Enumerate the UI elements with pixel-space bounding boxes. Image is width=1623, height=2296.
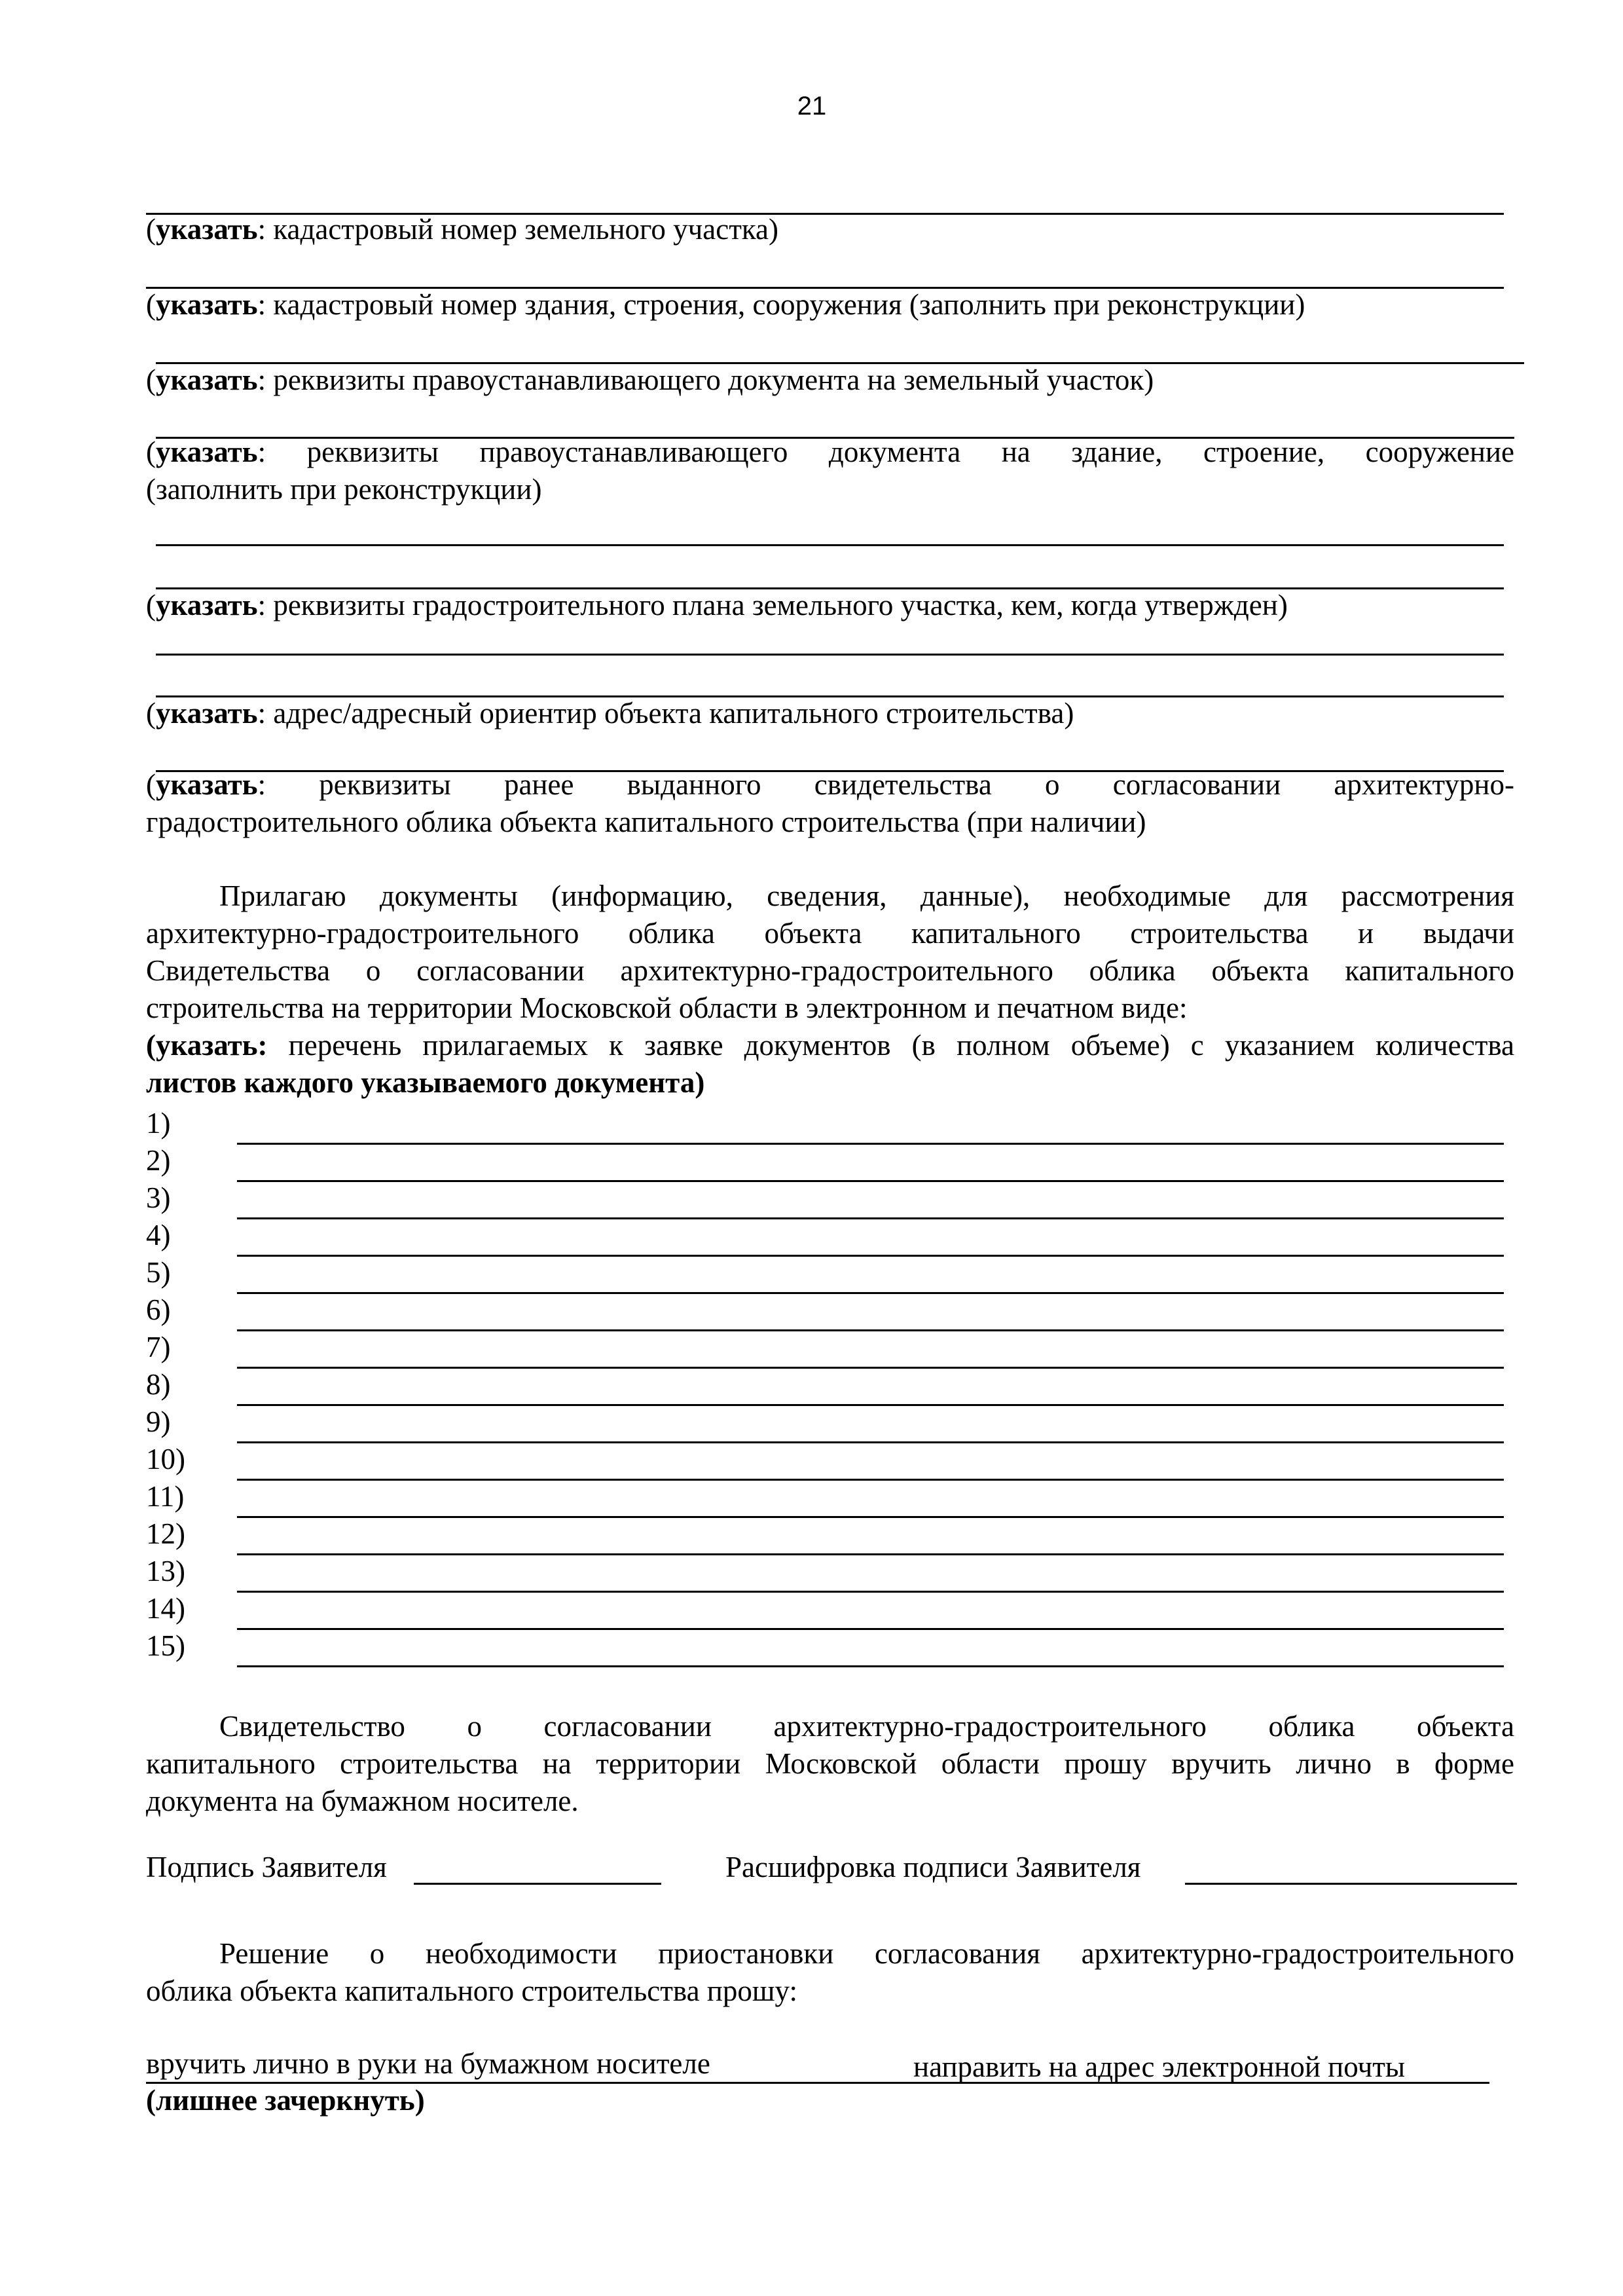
- signature-line[interactable]: [414, 1883, 661, 1885]
- field-caption: (указать: реквизиты ранее выданного свидетельства о согласовании архитектурно- градостроительного облика объекта капитального строительства (при наличии): [146, 768, 1514, 838]
- attachment-line[interactable]: [237, 1367, 1504, 1369]
- attachment-line[interactable]: [237, 1255, 1504, 1257]
- field-caption: (указать: реквизиты градостроительного плана земельного участка, кем, когда утвержден): [146, 589, 1288, 621]
- attachment-line[interactable]: [237, 1441, 1504, 1443]
- field-caption: (указать: кадастровый номер здания, строения, сооружения (заполнить при реконструкции): [146, 288, 1305, 321]
- list-number: 10): [146, 1443, 185, 1475]
- field-caption: (указать: реквизиты правоустанавливающего документа на здание, строение, сооружение (заполнить при реконструкции): [146, 435, 1514, 506]
- attachment-line[interactable]: [237, 1329, 1504, 1331]
- field-label: указать: [156, 288, 258, 321]
- list-number: 1): [146, 1107, 171, 1139]
- attachment-line[interactable]: [237, 1143, 1504, 1145]
- list-number: 6): [146, 1293, 171, 1326]
- list-number: 8): [146, 1368, 171, 1401]
- attachment-line[interactable]: [237, 1553, 1504, 1555]
- list-number: 7): [146, 1331, 171, 1363]
- list-number: 12): [146, 1517, 185, 1550]
- decision-paragraph: Решение о необходимости приостановки согласования архитектурно-градостроительного облика объекта капитального строительства прошу:: [146, 1937, 1514, 2007]
- field-label: указать: [156, 213, 258, 246]
- field-label: указать: [156, 363, 258, 396]
- delivery-paragraph: Свидетельство о согласовании архитектурно-градостроительного облика объекта капитального строительства на территории Московской области прошу вручить лично в форме документа на бумажном носителе.: [146, 1710, 1514, 1817]
- list-number: 15): [146, 1629, 185, 1662]
- list-number: 5): [146, 1256, 171, 1289]
- attachment-line[interactable]: [237, 1516, 1504, 1518]
- signature-decode-line[interactable]: [1185, 1883, 1517, 1885]
- option-paper[interactable]: вручить лично в руки на бумажном носителе: [146, 2047, 710, 2080]
- field-label: указать: [156, 697, 258, 730]
- attachment-line[interactable]: [237, 1628, 1504, 1630]
- signature-decode-label: Расшифровка подписи Заявителя: [725, 1851, 1141, 1883]
- attachment-line[interactable]: [237, 1217, 1504, 1219]
- attachments-paragraph: Прилагаю документы (информацию, сведения, данные), необходимые для рассмотрения архитектурно-градостроительного облика объекта капитального строительства и выдачи Свидетельства о согласовании архитектурно-градостроительного облика объекта капитального строительства на территории Московской области в электронном и печатном виде: (указать: перечень прилагаемых к заявке документов (в полном объеме) с указанием количества листов каждого указываемого документа): [146, 880, 1514, 1099]
- attachment-line[interactable]: [237, 1180, 1504, 1182]
- attachment-line[interactable]: [237, 1479, 1504, 1481]
- list-number: 4): [146, 1219, 171, 1251]
- attachment-line[interactable]: [237, 1292, 1504, 1294]
- attachment-line[interactable]: [237, 1404, 1504, 1406]
- attachment-line[interactable]: [237, 1591, 1504, 1593]
- field-label: указать: [156, 589, 258, 621]
- fill-line[interactable]: [156, 654, 1504, 656]
- list-number: 13): [146, 1555, 185, 1587]
- field-caption: (указать: реквизиты правоустанавливающего документа на земельный участок): [146, 363, 1154, 396]
- attachment-line[interactable]: [237, 1665, 1504, 1667]
- fill-line[interactable]: [156, 544, 1504, 546]
- list-number: 14): [146, 1592, 185, 1625]
- page-number: 21: [797, 92, 827, 120]
- list-number: 3): [146, 1181, 171, 1214]
- list-number: 11): [146, 1480, 185, 1513]
- field-label: указать: [156, 768, 258, 801]
- strike-note: (лишнее зачеркнуть): [146, 2084, 425, 2117]
- option-email[interactable]: направить на адрес электронной почты: [913, 2050, 1406, 2083]
- list-number: 9): [146, 1405, 171, 1438]
- field-caption: (указать: адрес/адресный ориентир объекта капитального строительства): [146, 697, 1074, 730]
- signature-label: Подпись Заявителя: [146, 1851, 387, 1883]
- field-label: указать: [156, 435, 258, 468]
- field-caption: (указать: кадастровый номер земельного участка): [146, 213, 779, 246]
- list-number: 2): [146, 1144, 171, 1177]
